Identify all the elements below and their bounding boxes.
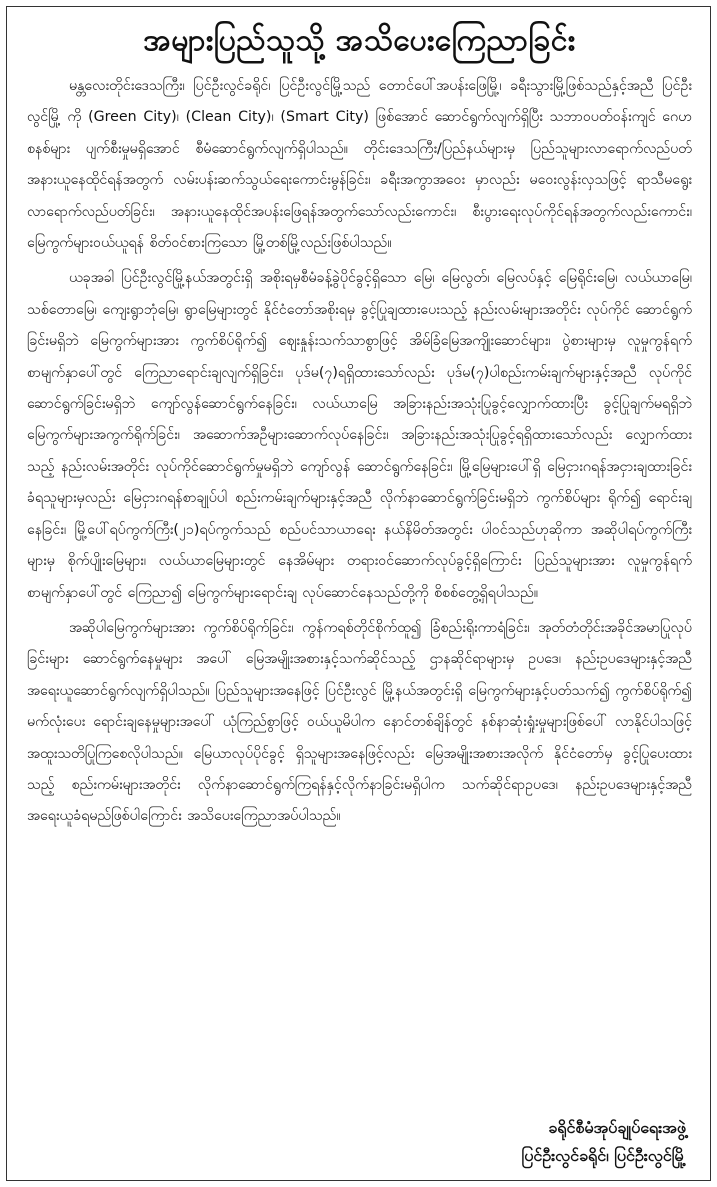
paragraph-1: မန္တလေးတိုင်းဒေသကြီး၊ ပြင်ဦးလွင်ခရိုင်၊ ပြင်ဦးလွင်မြို့သည် တောင်ပေါ်အပန်းဖြေမြို့၊ ခရီးသွားမြို့ဖြစ်သည်နှင့်အညီ ပြင်ဦးလွင်မြို့ ကို (Green City)၊ (Clean City)၊ (Smart City) ဖြစ်အောင် ဆောင်ရွက်လျက်ရှိပြီး သဘာဝပတ်ဝန်းကျင် ဂေဟစနစ်များ ပျက်စီးမှုမရှိအောင် စီမံဆောင်ရွက်လျက်ရှိပါသည်။ တိုင်းဒေသကြီး/ပြည်နယ်များမှ ပြည်သူများလာရောက်လည်ပတ်အနားယူနေထိုင်ရန်အတွက် လမ်းပန်းဆက်သွယ်ရေးကောင်းမွန်ခြင်း၊ ခရီးအကွာအဝေး မှာလည်း မဝေးလွန်းလှသဖြင့် ရာသီမရွေး လာရောက်လည်ပတ်ခြင်း၊ အနားယူနေထိုင်အပန်းဖြေရန်အတွက်သော်လည်းကောင်း၊ စီးပွားရေးလုပ်ကိုင်ရန်အတွက်လည်းကောင်း၊ မြေကွက်များဝယ်ယူရန် စိတ်ဝင်စားကြသော မြို့တစ်မြို့လည်းဖြစ်ပါသည်။ (27, 78, 692, 252)
signature-location: ပြင်ဦးလွင်ခရိုင်၊ ပြင်ဦးလွင်မြို့ (521, 1146, 686, 1165)
signature-issuer: ခရိုင်စီမံအုပ်ချုပ်ရေးအဖွဲ့ (548, 1118, 686, 1137)
paragraph-2: ယခုအခါ ပြင်ဦးလွင်မြို့နယ်အတွင်းရှိ အစိုးရမှစီမံခန့်ခွဲပိုင်ခွင့်ရှိသော မြေ၊ မြေလွတ်၊ မြေလပ်နှင့် မြေရိုင်းမြေ၊ လယ်ယာမြေ၊ သစ်တောမြေ၊ ကျေးရွာဘုံမြေ၊ ရွာမြေများတွင် နိုင်ငံတော်အစိုးရမှ ခွင့်ပြုချထားပေးသည့် နည်းလမ်းများအတိုင်း လုပ်ကိုင် ဆောင်ရွက်ခြင်းမရှိဘဲ မြေကွက်များအား ကွက်စိပ်ရိုက်၍ ဈေးနှုန်းသက်သာစွာဖြင့် အိမ်ခြံမြေအကျိုးဆောင်များ၊ ပွဲစားများမှ လူမှုကွန်ရက်စာမျက်နှာပေါ်တွင် ကြေညာရောင်းချလျက်ရှိခြင်း၊ ပုဒ်မ(၇)ရရှိထားသော်လည်း ပုဒ်မ(၇)ပါစည်းကမ်းချက်များနှင့်အညီ လုပ်ကိုင်ဆောင်ရွက်ခြင်းမရှိဘဲ ကျော်လွန်ဆောင်ရွက်နေခြင်း၊ လယ်ယာမြေ အခြားနည်းအသုံးပြုခွင့်လျှောက်ထားပြီး ခွင့်ပြုချက်မရရှိဘဲ မြေကွက်များအကွက်ရိုက်ခြင်း၊ အဆောက်အဦများဆောက်လုပ်နေခြင်း၊ အခြားနည်းအသုံးပြုခွင့်ရရှိထားသော်လည်း လျှောက်ထားသည့် နည်းလမ်းအတိုင်း လုပ်ကိုင်ဆောင်ရွက်မှုမရှိဘဲ ကျော်လွန် ဆောင်ရွက်နေခြင်း၊ မြို့မြေများပေါ်ရှိ မြေငှားဂရန်အငှားချထားခြင်းခံရသူများမှလည်း မြေငှားဂရန်စာချုပ်ပါ စည်းကမ်းချက်များနှင့်အညီ လိုက်နာဆောင်ရွက်ခြင်းမရှိဘဲ ကွက်စိပ်များ ရိုက်၍ ရောင်းချနေခြင်း၊ မြို့ပေါ်ရပ်ကွက်ကြီး(၂၁)ရပ်ကွက်သည် စည်ပင်သာယာရေး နယ်နိမိတ်အတွင်း ပါဝင်သည်ဟုဆိုကာ အဆိုပါရပ်ကွက်ကြီးများမှ စိုက်ပျိုးမြေများ၊ လယ်ယာမြေများတွင် နေအိမ်များ တရားဝင်ဆောက်လုပ်ခွင့်ရှိကြောင်း ပြည်သူများအား လူမှုကွန်ရက်စာမျက်နှာပေါ်တွင် ကြေညာ၍ မြေကွက်များရောင်းချ လုပ်ဆောင်နေသည်တို့ကို စိစစ်တွေ့ရှိရပါသည်။ (27, 270, 692, 601)
paragraph-3: အဆိုပါမြေကွက်များအား ကွက်စိပ်ရိုက်ခြင်း၊ ကွန်ကရစ်တိုင်စိုက်ထူ၍ ခြံစည်းရိုးကာရံခြင်း၊ အုတ်တံတိုင်းအခိုင်အမာပြုလုပ်ခြင်းများ ဆောင်ရွက်နေမှုများ အပေါ် မြေအမျိုးအစားနှင့်သက်ဆိုင်သည့် ဌာနဆိုင်ရာများမှ ဥပဒေ၊ နည်းဥပဒေများနှင့်အညီ အရေးယူဆောင်ရွက်လျက်ရှိပါသည်။ ပြည်သူများအနေဖြင့် ပြင်ဦးလွင် မြို့နယ်အတွင်းရှိ မြေကွက်များနှင့်ပတ်သက်၍ ကွက်စိပ်ရိုက်၍ မက်လုံးပေး ရောင်းချနေမှုများအပေါ် ယုံကြည်စွာဖြင့် ဝယ်ယူမိပါက နောင်တစ်ချိန်တွင် နစ်နာဆုံးရှုံးမှုများဖြစ်ပေါ် လာနိုင်ပါသဖြင့် အထူးသတိပြုကြစေလိုပါသည်။ မြေယာလုပ်ပိုင်ခွင့် ရှိသူများအနေဖြင့်လည်း မြေအမျိုးအစားအလိုက် နိုင်ငံတော်မှ ခွင့်ပြုပေးထားသည့် စည်းကမ်းများအတိုင်း လိုက်နာဆောင်ရွက်ကြရန်နှင့်လိုက်နာခြင်းမရှိပါက သက်ဆိုင်ရာဥပဒေ၊ နည်းဥပဒေများနှင့်အညီ အရေးယူခံရမည်ဖြစ်ပါကြောင်း အသိပေးကြေညာအပ်ပါသည်။ (27, 619, 692, 825)
notice-title: အများပြည်သူသို့ အသိပေးကြေညာခြင်း (143, 23, 576, 58)
signature-block (27, 1114, 692, 1170)
notice-frame (6, 6, 711, 1181)
notice-body (27, 71, 692, 1108)
